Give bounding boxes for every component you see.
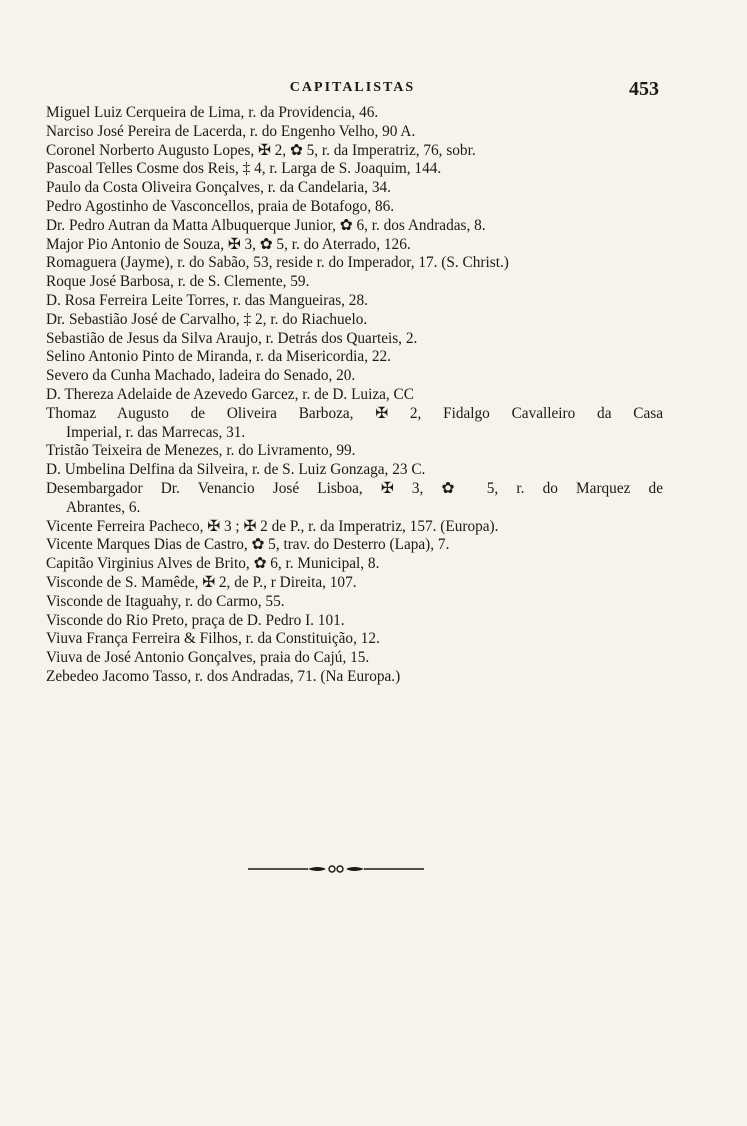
page-number: 453 — [629, 78, 659, 100]
page-header — [46, 78, 659, 104]
list-item: Pascoal Telles Cosme dos Reis, ‡ 4, r. Larga de S. Joaquim, 144. — [46, 160, 442, 178]
list-item: Miguel Luiz Cerqueira de Lima, r. da Providencia, 46. — [46, 104, 379, 121]
list-item: Paulo da Costa Oliveira Gonçalves, r. da Candelaria, 34. — [46, 179, 391, 197]
list-item: Sebastião de Jesus da Silva Araujo, r. Detrás dos Quarteis, 2. — [46, 329, 418, 347]
list-item: Capitão Virginius Alves de Brito, ✿ 6, r. Municipal, 8. — [46, 555, 380, 573]
list-item: Tristão Teixeira de Menezes, r. do Livramento, 99. — [46, 442, 356, 460]
list-item: Vicente Ferreira Pacheco, ✠ 3 ; ✠ 2 de P., r. da Imperatriz, 157. (Europa). — [46, 517, 499, 535]
list-item: Viuva de José Antonio Gonçalves, praia do Cajú, 15. — [46, 649, 370, 667]
list-item: D. Thereza Adelaide de Azevedo Garcez, r. de D. Luiza, CC — [46, 385, 414, 403]
page-title: CAPITALISTAS — [289, 80, 416, 95]
entry-continuation: Imperial, r. das Marrecas, 31. — [66, 423, 246, 441]
entry-list — [46, 104, 663, 687]
list-item: Narciso José Pereira de Lacerda, r. do Engenho Velho, 90 A. — [46, 122, 416, 140]
list-item: Visconde de S. Mamêde, ✠ 2, de P., r Direita, 107. — [46, 573, 357, 591]
list-item: Vicente Marques Dias de Castro, ✿ 5, trav. do Desterro (Lapa), 7. — [46, 536, 450, 554]
list-item: D. Umbelina Delfina da Silveira, r. de S. Luiz Gonzaga, 23 C. — [46, 461, 426, 479]
list-item: Coronel Norberto Augusto Lopes, ✠ 2, ✿ 5, r. da Imperatriz, 76, sobr. — [46, 141, 476, 159]
list-item: Viuva França Ferreira & Filhos, r. da Constituição, 12. — [46, 630, 380, 648]
ornament-divider-icon — [248, 862, 424, 876]
list-item: Visconde do Rio Preto, praça de D. Pedro I. 101. — [46, 611, 345, 629]
list-item: Roque José Barbosa, r. de S. Clemente, 59. — [46, 273, 310, 291]
list-item: Visconde de Itaguahy, r. do Carmo, 55. — [46, 592, 285, 610]
list-item — [46, 405, 663, 443]
list-item: Dr. Sebastião José de Carvalho, ‡ 2, r. do Riachuelo. — [46, 310, 368, 328]
list-item: Selino Antonio Pinto de Miranda, r. da Misericordia, 22. — [46, 348, 391, 366]
list-item: Pedro Agostinho de Vasconcellos, praia de Botafogo, 86. — [46, 197, 395, 215]
list-item: Romaguera (Jayme), r. do Sabão, 53, reside r. do Imperador, 17. (S. Christ.) — [46, 254, 509, 272]
list-item: Severo da Cunha Machado, ladeira do Senado, 20. — [46, 367, 356, 385]
list-item — [46, 480, 663, 518]
entry-line: Desembargador Dr. Venancio José Lisboa, ✠ 3, ✿ 5, r. do Marquez de — [46, 479, 663, 497]
list-item: Dr. Pedro Autran da Matta Albuquerque Junior, ✿ 6, r. dos Andradas, 8. — [46, 216, 486, 234]
list-item: Major Pio Antonio de Souza, ✠ 3, ✿ 5, r. do Aterrado, 126. — [46, 235, 411, 253]
entry-line: Thomaz Augusto de Oliveira Barboza, ✠ 2, Fidalgo Cavalleiro da Casa — [46, 404, 663, 422]
list-item: Zebedeo Jacomo Tasso, r. dos Andradas, 71. (Na Europa.) — [46, 667, 401, 685]
list-item: D. Rosa Ferreira Leite Torres, r. das Mangueiras, 28. — [46, 291, 368, 309]
entry-continuation: Abrantes, 6. — [66, 498, 141, 516]
